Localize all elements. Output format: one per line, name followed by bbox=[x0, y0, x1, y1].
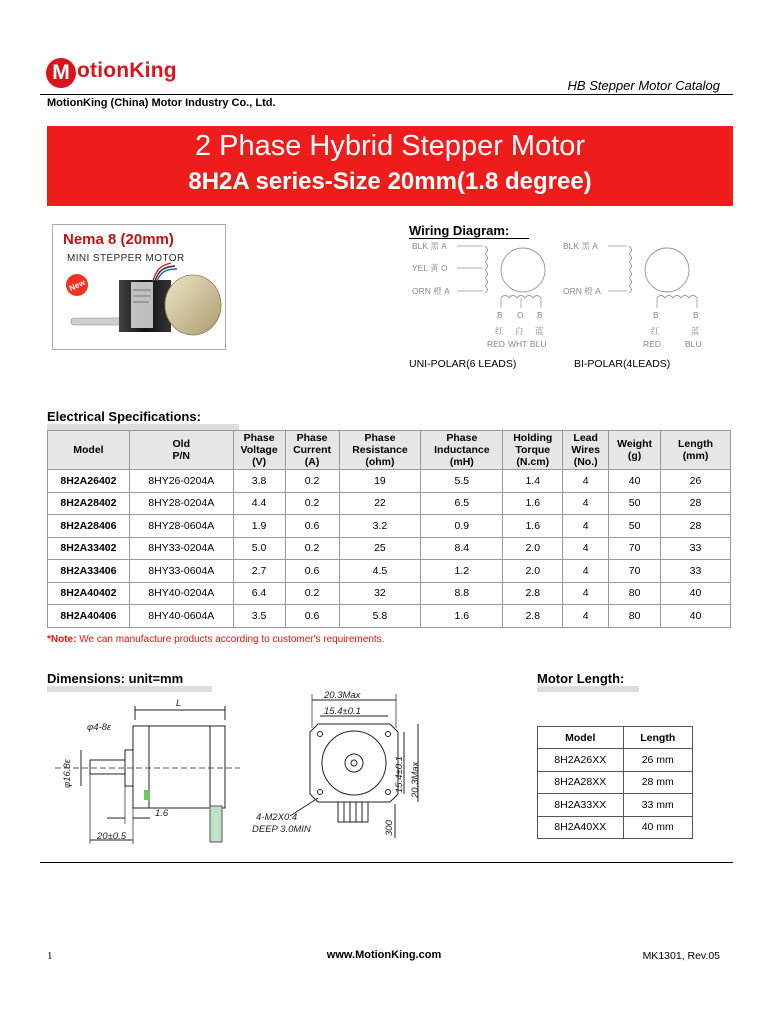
spec-col-header-line: Resistance bbox=[352, 444, 408, 456]
motor-length-cell: 8H2A40XX bbox=[538, 816, 624, 839]
product-nema-label: Nema 8 (20mm) bbox=[63, 231, 174, 248]
spec-cell: 2.8 bbox=[503, 582, 563, 605]
spec-cell: 40 bbox=[609, 470, 661, 493]
model-cell: 8H2A40402 bbox=[48, 582, 130, 605]
table-row bbox=[48, 582, 731, 605]
spec-cell: 8HY28-0204A bbox=[129, 492, 233, 515]
spec-col-header-line: Wires bbox=[571, 444, 600, 456]
table-row bbox=[48, 537, 731, 560]
spec-col-header-line: Weight bbox=[617, 438, 652, 450]
bi-cn-1: 红 bbox=[651, 326, 660, 336]
uni-en-2: WHT bbox=[508, 339, 528, 349]
spec-col-header-line: Old bbox=[172, 438, 190, 450]
bi-lead-2: ORN 橙 A bbox=[563, 286, 601, 296]
spec-cell: 1.6 bbox=[503, 515, 563, 538]
side-view-drawing bbox=[45, 694, 245, 849]
spec-col-header-line: Holding bbox=[513, 432, 553, 444]
spec-col-header-line: Length bbox=[678, 438, 714, 450]
spec-cell: 8HY26-0204A bbox=[129, 470, 233, 493]
spec-cell: 5.5 bbox=[421, 470, 503, 493]
spec-cell: 22 bbox=[339, 492, 421, 515]
dim-hole-depth: DEEP 3.0MIN bbox=[252, 824, 311, 835]
product-mini-label: MINI STEPPER MOTOR bbox=[67, 253, 185, 264]
spec-cell: 1.2 bbox=[421, 560, 503, 583]
spec-cell: 5.8 bbox=[339, 605, 421, 628]
motor-length-body bbox=[538, 749, 693, 839]
uni-bottom-2: O bbox=[517, 310, 524, 320]
motor-length-cell: 40 mm bbox=[623, 816, 693, 839]
page-number: 1 bbox=[47, 950, 53, 962]
note bbox=[47, 634, 384, 645]
spec-cell: 3.5 bbox=[233, 605, 285, 628]
spec-cell: 2.7 bbox=[233, 560, 285, 583]
spec-col-header-line: (V) bbox=[252, 456, 267, 468]
spec-cell: 1.6 bbox=[421, 605, 503, 628]
spec-col-header bbox=[421, 431, 503, 470]
spec-col-header-line: (g) bbox=[627, 450, 642, 462]
motor-length-heading: Motor Length: bbox=[537, 671, 625, 686]
spec-cell: 8.8 bbox=[421, 582, 503, 605]
spec-cell: 28 bbox=[661, 515, 731, 538]
spec-cell: 8HY40-0204A bbox=[129, 582, 233, 605]
electrical-spec-table bbox=[47, 430, 731, 628]
motor-length-header-row bbox=[538, 727, 693, 749]
uni-lead-1: BLK 黑 A bbox=[412, 241, 447, 251]
note-text: We can manufacture products according to customer's requirements. bbox=[76, 634, 385, 645]
spec-cell: 4 bbox=[563, 515, 609, 538]
model-cell: 8H2A33402 bbox=[48, 537, 130, 560]
spec-col-header-line: Torque bbox=[515, 444, 551, 456]
spec-cell: 6.4 bbox=[233, 582, 285, 605]
spec-cell: 8HY33-0204A bbox=[129, 537, 233, 560]
logo-text: otionKing bbox=[77, 59, 177, 82]
dim-hole-spec: 4-M2X0.4 bbox=[256, 812, 298, 823]
spec-cell: 5.0 bbox=[233, 537, 285, 560]
spec-col-header-line: (No.) bbox=[573, 456, 598, 468]
uni-bottom-3: B bbox=[537, 310, 543, 320]
company-name: MotionKing (China) Motor Industry Co., Ltd. bbox=[47, 97, 276, 109]
spec-cell: 2.0 bbox=[503, 537, 563, 560]
spec-cell: 0.2 bbox=[285, 582, 339, 605]
revision: MK1301, Rev.05 bbox=[642, 950, 720, 962]
spec-cell: 28 bbox=[661, 492, 731, 515]
spec-body bbox=[48, 470, 731, 628]
website: www.MotionKing.com bbox=[326, 949, 442, 961]
spec-cell: 4.4 bbox=[233, 492, 285, 515]
spec-col-header bbox=[503, 431, 563, 470]
spec-cell: 50 bbox=[609, 492, 661, 515]
dim-pilot-length: 1.6 bbox=[155, 808, 169, 819]
spec-col-header-line: Lead bbox=[573, 432, 598, 444]
logo-mark: M bbox=[46, 58, 76, 88]
new-badge: New bbox=[67, 277, 87, 294]
dim-shaft-length: 20±0.5 bbox=[97, 831, 126, 842]
spec-cell: 4.5 bbox=[339, 560, 421, 583]
uni-cn-2: 白 bbox=[515, 326, 524, 336]
spec-col-header-line: Phase bbox=[296, 432, 328, 444]
spec-cell: 0.2 bbox=[285, 537, 339, 560]
spec-col-header bbox=[661, 431, 731, 470]
spec-cell: 80 bbox=[609, 582, 661, 605]
wiring-diagrams bbox=[405, 238, 705, 353]
spec-cell: 80 bbox=[609, 605, 661, 628]
spec-cell: 3.2 bbox=[339, 515, 421, 538]
uni-cn-3: 蓝 bbox=[535, 326, 544, 336]
motor-length-col-header: Model bbox=[538, 727, 624, 749]
dim-width-max: 20.3Max bbox=[324, 690, 361, 701]
motor-length-table bbox=[537, 726, 693, 839]
spec-col-header bbox=[233, 431, 285, 470]
spec-cell: 4 bbox=[563, 470, 609, 493]
spec-col-header-line: Phase bbox=[243, 432, 275, 444]
spec-col-header-line: Phase bbox=[364, 432, 396, 444]
uni-en-1: RED bbox=[487, 339, 505, 349]
motor-illustration bbox=[53, 225, 225, 349]
banner-subtitle: 8H2A series-Size 20mm(1.8 degree) bbox=[188, 168, 592, 195]
motor-length-col-header: Length bbox=[623, 727, 693, 749]
spec-cell: 4 bbox=[563, 560, 609, 583]
product-photo bbox=[52, 224, 226, 350]
dim-width-hole: 15.4±0.1 bbox=[324, 706, 361, 717]
spec-cell: 8HY33-0604A bbox=[129, 560, 233, 583]
spec-cell: 2.8 bbox=[503, 605, 563, 628]
spec-cell: 8HY40-0604A bbox=[129, 605, 233, 628]
model-cell: 8H2A28402 bbox=[48, 492, 130, 515]
spec-cell: 32 bbox=[339, 582, 421, 605]
bi-en-2: BLU bbox=[685, 339, 702, 349]
dim-height-hole: 15.4±0.1 bbox=[394, 756, 405, 793]
table-row bbox=[538, 771, 693, 794]
spec-col-header-line: (A) bbox=[304, 456, 320, 468]
spec-cell: 26 bbox=[661, 470, 731, 493]
spec-cell: 0.2 bbox=[285, 470, 339, 493]
dim-shaft-dia: φ4-8ε bbox=[87, 722, 112, 733]
table-row bbox=[538, 816, 693, 839]
uni-cn-1: 红 bbox=[495, 326, 504, 336]
spec-cell: 6.5 bbox=[421, 492, 503, 515]
spec-cell: 2.0 bbox=[503, 560, 563, 583]
motor-length-cell: 8H2A33XX bbox=[538, 794, 624, 817]
spec-cell: 0.6 bbox=[285, 515, 339, 538]
spec-col-header-line: (mH) bbox=[449, 456, 474, 468]
company-logo bbox=[46, 56, 196, 90]
spec-col-header-line: Phase bbox=[446, 432, 478, 444]
spec-cell: 8HY28-0604A bbox=[129, 515, 233, 538]
spec-cell: 50 bbox=[609, 515, 661, 538]
table-row bbox=[48, 470, 731, 493]
spec-col-header-line: P/N bbox=[172, 450, 191, 462]
spec-cell: 1.9 bbox=[233, 515, 285, 538]
model-cell: 8H2A26402 bbox=[48, 470, 130, 493]
spec-col-header bbox=[609, 431, 661, 470]
spec-col-header-line: Current bbox=[293, 444, 331, 456]
spec-col-header bbox=[48, 431, 130, 470]
spec-cell: 1.4 bbox=[503, 470, 563, 493]
spec-cell: 4 bbox=[563, 537, 609, 560]
table-row bbox=[48, 605, 731, 628]
table-row bbox=[48, 492, 731, 515]
motor-length-cell: 33 mm bbox=[623, 794, 693, 817]
spec-col-header-line: (N.cm) bbox=[516, 456, 550, 468]
uni-polar-caption: UNI-POLAR(6 LEADS) bbox=[409, 358, 517, 370]
spec-col-header bbox=[339, 431, 421, 470]
spec-cell: 4 bbox=[563, 582, 609, 605]
banner-title: 2 Phase Hybrid Stepper Motor bbox=[194, 130, 586, 162]
dimensions-heading: Dimensions: unit=mm bbox=[47, 671, 184, 686]
spec-col-header bbox=[129, 431, 233, 470]
motor-length-cell: 8H2A26XX bbox=[538, 749, 624, 772]
spec-cell: 19 bbox=[339, 470, 421, 493]
spec-cell: 70 bbox=[609, 560, 661, 583]
spec-cell: 4 bbox=[563, 492, 609, 515]
uni-en-3: BLU bbox=[530, 339, 547, 349]
bi-bottom-2: B bbox=[693, 310, 699, 320]
spec-col-header bbox=[285, 431, 339, 470]
bi-bottom-1: B bbox=[653, 310, 659, 320]
spec-col-header-line: (ohm) bbox=[365, 456, 395, 468]
spec-cell: 33 bbox=[661, 560, 731, 583]
table-row bbox=[538, 749, 693, 772]
spec-cell: 4 bbox=[563, 605, 609, 628]
spec-cell: 3.8 bbox=[233, 470, 285, 493]
dim-lead-length: 300 bbox=[384, 820, 395, 836]
spec-cell: 8.4 bbox=[421, 537, 503, 560]
spec-cell: 0.6 bbox=[285, 605, 339, 628]
motor-length-cell: 28 mm bbox=[623, 771, 693, 794]
uni-lead-2: YEL 黄 O bbox=[412, 263, 448, 273]
electrical-heading: Electrical Specifications: bbox=[47, 409, 201, 424]
bi-polar-caption: BI-POLAR(4LEADS) bbox=[574, 358, 671, 370]
dimensions-heading-bar bbox=[47, 686, 212, 692]
spec-cell: 33 bbox=[661, 537, 731, 560]
dim-pilot-dia: φ16.8ε bbox=[62, 759, 73, 788]
uni-lead-3: ORN 橙 A bbox=[412, 286, 450, 296]
header-divider bbox=[40, 94, 733, 95]
model-cell: 8H2A28406 bbox=[48, 515, 130, 538]
bi-en-1: RED bbox=[643, 339, 661, 349]
model-cell: 8H2A33406 bbox=[48, 560, 130, 583]
spec-cell: 0.2 bbox=[285, 492, 339, 515]
spec-col-header-line: (mm) bbox=[682, 450, 709, 462]
uni-bottom-1: B bbox=[497, 310, 503, 320]
motor-length-cell: 26 mm bbox=[623, 749, 693, 772]
spec-cell: 25 bbox=[339, 537, 421, 560]
bi-lead-1: BLK 黑 A bbox=[563, 241, 598, 251]
table-row bbox=[48, 515, 731, 538]
spec-col-header-line: Inductance bbox=[434, 444, 490, 456]
spec-col-header-line: Model bbox=[73, 444, 104, 456]
spec-cell: 0.6 bbox=[285, 560, 339, 583]
spec-col-header bbox=[563, 431, 609, 470]
dim-height-max: 20.3Max bbox=[410, 761, 421, 798]
motor-length-cell: 8H2A28XX bbox=[538, 771, 624, 794]
spec-cell: 1.6 bbox=[503, 492, 563, 515]
catalog-title: HB Stepper Motor Catalog bbox=[567, 78, 720, 93]
footer-divider bbox=[40, 862, 733, 863]
motor-length-heading-bar bbox=[537, 686, 639, 692]
wiring-heading: Wiring Diagram: bbox=[409, 223, 510, 238]
table-row bbox=[538, 794, 693, 817]
model-cell: 8H2A40406 bbox=[48, 605, 130, 628]
dim-L: L bbox=[176, 698, 182, 709]
spec-header-row bbox=[48, 431, 731, 470]
spec-cell: 40 bbox=[661, 582, 731, 605]
title-banner bbox=[47, 126, 733, 206]
bi-cn-2: 蓝 bbox=[691, 326, 700, 336]
table-row bbox=[48, 560, 731, 583]
front-view-drawing bbox=[250, 688, 430, 848]
spec-cell: 70 bbox=[609, 537, 661, 560]
spec-cell: 40 bbox=[661, 605, 731, 628]
note-label: *Note: bbox=[47, 634, 77, 645]
spec-col-header-line: Voltage bbox=[240, 444, 278, 456]
spec-cell: 0.9 bbox=[421, 515, 503, 538]
